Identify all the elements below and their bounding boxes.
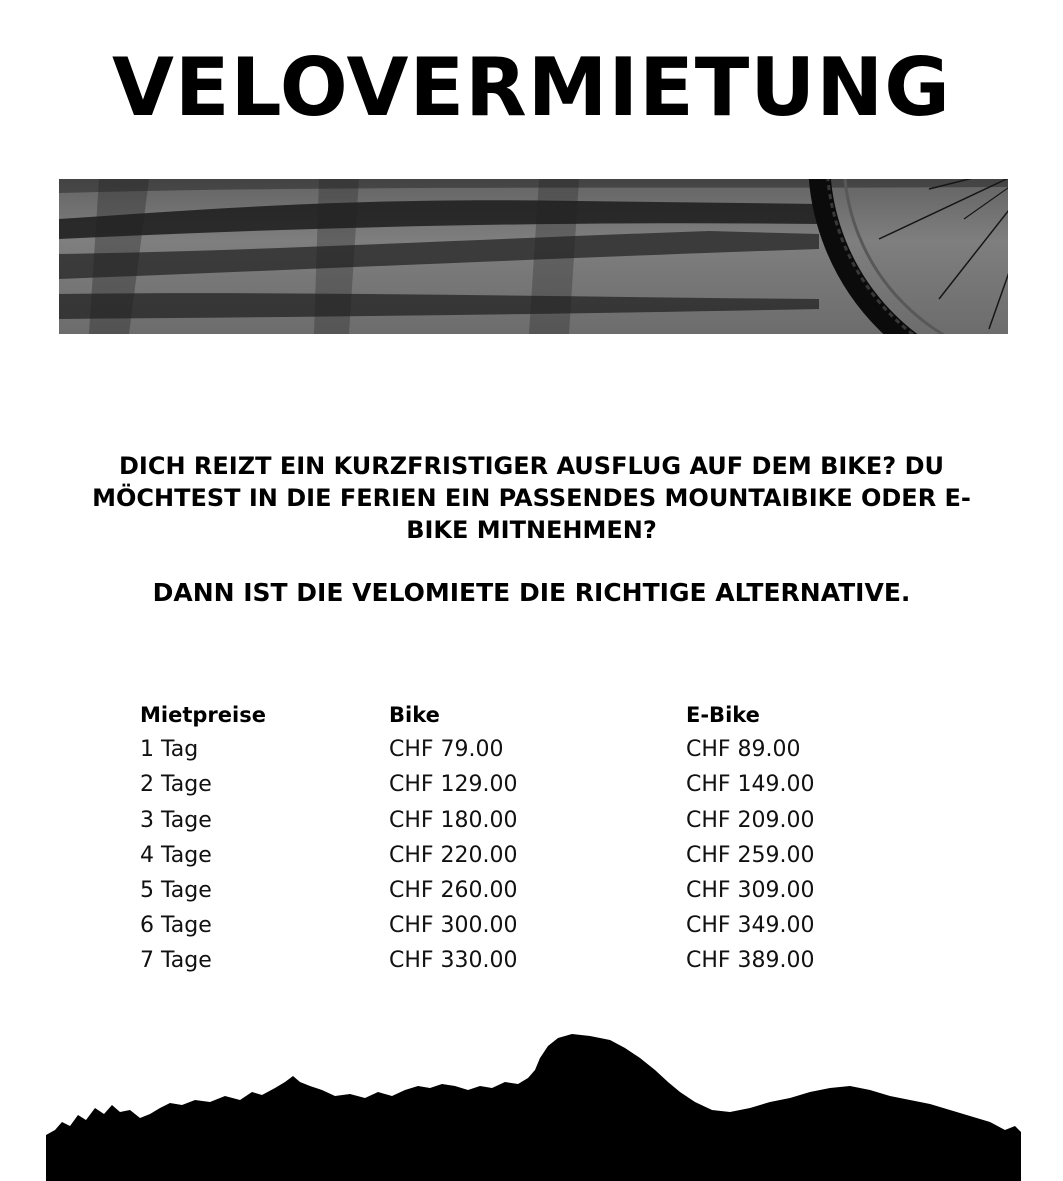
bike-price-cell: CHF 129.00	[389, 772, 518, 798]
header-bike: Bike	[389, 702, 440, 727]
mountain-silhouette	[0, 1030, 1063, 1181]
bike-price-cell: CHF 330.00	[389, 948, 518, 974]
ebike-price-cell: CHF 259.00	[686, 842, 815, 868]
bike-wheel-shadow-photo	[59, 179, 1008, 334]
table-row	[140, 767, 886, 802]
table-header-row	[140, 697, 886, 732]
table-row	[140, 838, 886, 873]
duration-cell: 6 Tage	[140, 913, 212, 939]
ebike-price-cell: CHF 89.00	[686, 737, 801, 763]
ebike-price-cell: CHF 209.00	[686, 807, 815, 833]
table-row	[140, 943, 886, 978]
duration-cell: 3 Tage	[140, 807, 212, 833]
cta-text: DANN IST DIE VELOMIETE DIE RICHTIGE ALTERNATIVE.	[152, 578, 911, 607]
bike-price-cell: CHF 79.00	[389, 737, 504, 763]
intro-text: DICH REIZT EIN KURZFRISTIGER AUSFLUG AUF DEM BIKE? DU MÖCHTEST IN DIE FERIEN EIN PASSENDES MOUNTAIBIKE ODER E-BIKE MITNEHMEN?	[92, 452, 971, 544]
duration-cell: 4 Tage	[140, 842, 212, 868]
ebike-price-cell: CHF 389.00	[686, 948, 815, 974]
ebike-price-cell: CHF 349.00	[686, 913, 815, 939]
duration-cell: 5 Tage	[140, 878, 212, 904]
table-row	[140, 908, 886, 943]
header-mietpreise: Mietpreise	[140, 702, 266, 727]
page-title: VELOVERMIETUNG	[112, 41, 951, 134]
table-row	[140, 732, 886, 767]
ebike-price-cell: CHF 309.00	[686, 878, 815, 904]
table-row	[140, 803, 886, 838]
bike-price-cell: CHF 300.00	[389, 913, 518, 939]
duration-cell: 2 Tage	[140, 772, 212, 798]
header-ebike: E-Bike	[686, 702, 760, 727]
duration-cell: 7 Tage	[140, 948, 212, 974]
price-table	[140, 697, 886, 979]
bike-price-cell: CHF 220.00	[389, 842, 518, 868]
bike-price-cell: CHF 260.00	[389, 878, 518, 904]
duration-cell: 1 Tag	[140, 737, 199, 763]
bike-price-cell: CHF 180.00	[389, 807, 518, 833]
table-row	[140, 873, 886, 908]
ebike-price-cell: CHF 149.00	[686, 772, 815, 798]
